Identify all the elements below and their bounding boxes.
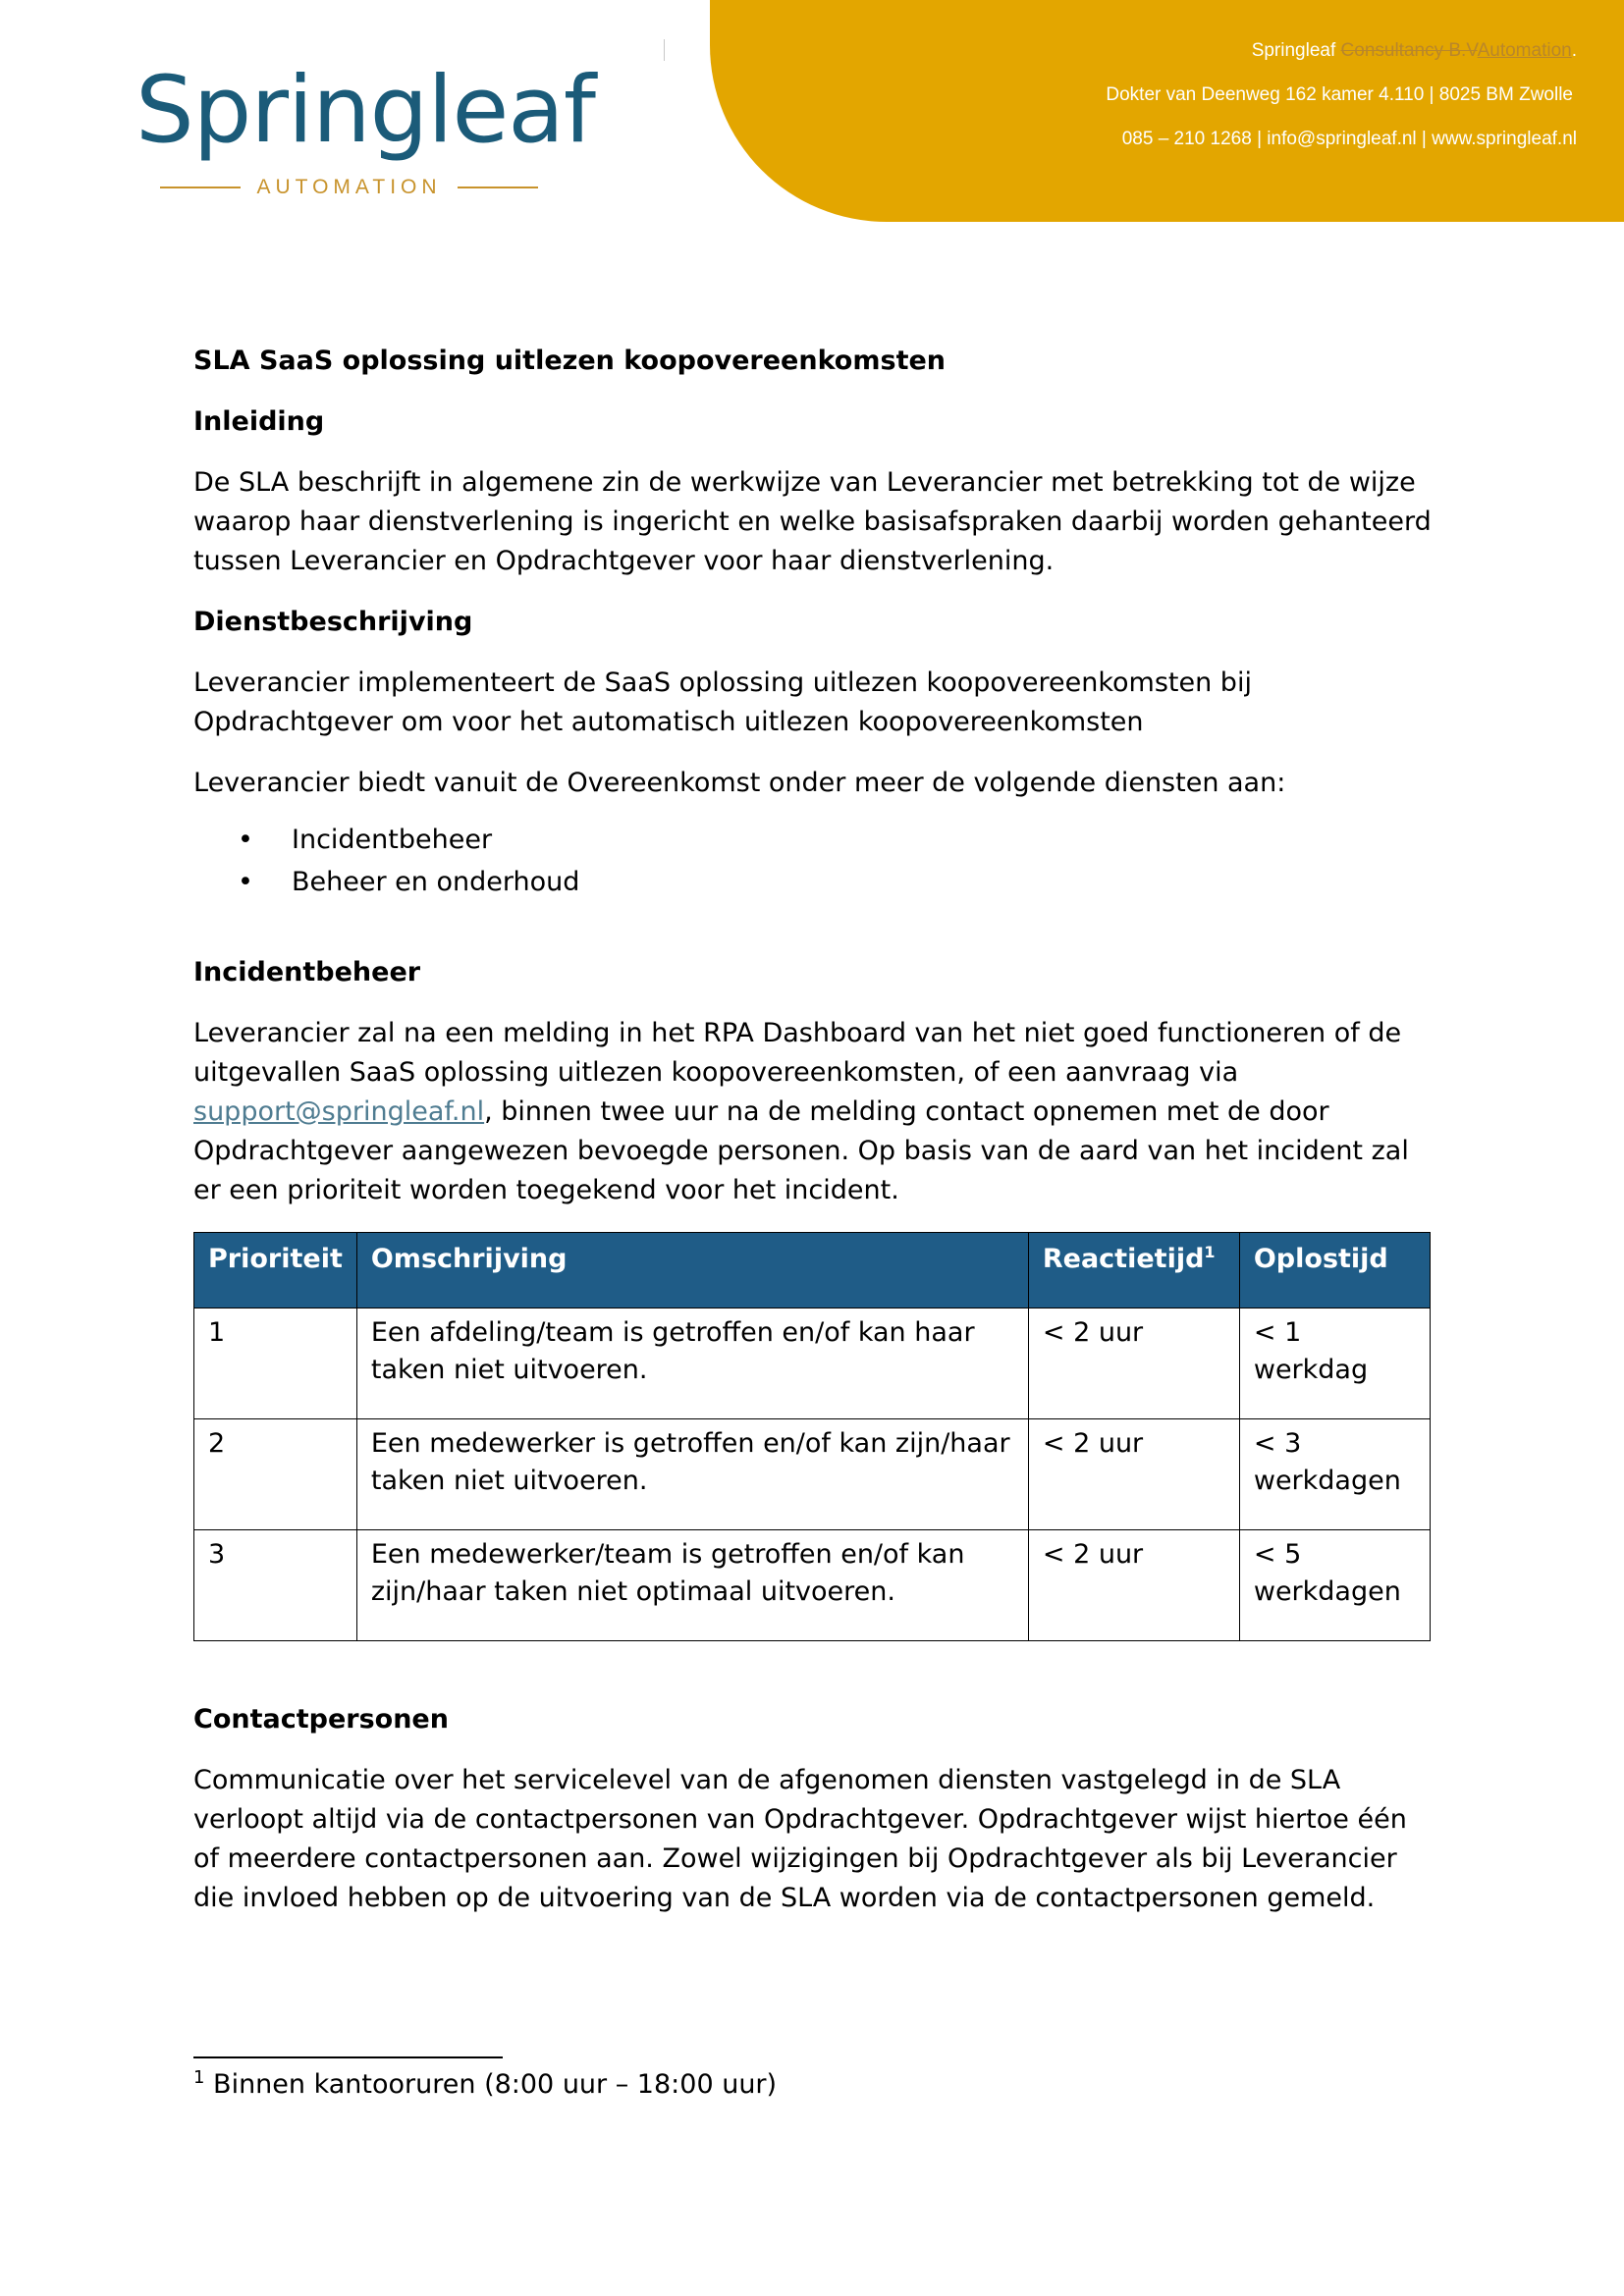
company-address: Dokter van Deenweg 162 kamer 4.110 | 8025 BM Zwolle [1106, 84, 1573, 105]
document-title: SLA SaaS oplossing uitlezen koopovereenkomsten [193, 346, 947, 376]
company-end: . [1571, 40, 1577, 61]
cell-resolution-time: < 5 werkdagen [1239, 1530, 1430, 1641]
heading-contactpersonen: Contactpersonen [193, 1704, 449, 1735]
cell-priority: 3 [194, 1530, 357, 1641]
paragraph-dienstbeschrijving-1: Leverancier implementeert de SaaS oplossing uitlezen koopovereenkomsten bij Opdrachtgever om voor het automatisch uitlezen koopovereenkomsten [193, 667, 1252, 737]
springleaf-logo [135, 57, 595, 208]
paragraph-incidentbeheer [193, 1014, 1435, 1210]
paragraph-contactpersonen: Communicatie over het servicelevel van de afgenomen diensten vastgelegd in de SLA verloopt altijd via de contactpersonen van Opdrachtgever. Opdrachtgever wijst hiertoe één of meerdere contactpersonen aan. Zowel wijzigingen bij Opdrachtgever als bij Leverancier die invloed hebben op de uitvoering van de SLA worden via de contactpersonen gemeld. [193, 1765, 1407, 1913]
header-banner [710, 0, 1624, 222]
cell-resolution-time: < 1 werkdag [1239, 1308, 1430, 1419]
logo-dash-left [160, 187, 241, 188]
cell-response-time: < 2 uur [1028, 1419, 1239, 1530]
logo-dash-right [458, 187, 538, 188]
header-reactietijd-label: Reactietijd [1042, 1244, 1205, 1274]
cell-description: Een medewerker/team is getroffen en/of kan zijn/haar taken niet optimaal uitvoeren. [356, 1530, 1028, 1641]
cell-priority: 2 [194, 1419, 357, 1530]
bullet-icon: • [238, 867, 253, 897]
paragraph-inleiding: De SLA beschrijft in algemene zin de werkwijze van Leverancier met betrekking tot de wijze waarop haar dienstverlening is ingericht en welke basisafspraken daarbij worden gehanteerd tussen Leverancier en Opdrachtgever voor haar dienstverlening. [193, 467, 1432, 576]
table-row [194, 1419, 1431, 1530]
heading-incidentbeheer: Incidentbeheer [193, 957, 421, 988]
company-contact: 085 – 210 1268 | info@springleaf.nl | www.springleaf.nl [1121, 129, 1577, 149]
header-omschrijving: Omschrijving [356, 1233, 1028, 1308]
priority-table [193, 1232, 1431, 1641]
footnote-ref: 1 [1204, 1243, 1216, 1261]
incident-text-after: , binnen twee uur na de melding contact opnemen met de door Opdrachtgever aangewezen bevoegde personen. Op basis van de aard van het incident zal er een prioriteit worden toegekend voor het incident. [193, 1096, 1409, 1205]
logo-subtitle-text: AUTOMATION [256, 176, 442, 198]
table-row [194, 1308, 1431, 1419]
company-name: Springleaf [1251, 40, 1336, 61]
footnote-separator [193, 2056, 503, 2058]
services-list [193, 821, 1435, 902]
header-prioriteit: Prioriteit [194, 1233, 357, 1308]
footnote-text: Binnen kantooruren (8:00 uur – 18:00 uur) [213, 2069, 778, 2100]
logo-subtitle [160, 176, 538, 199]
list-item-text: Beheer en onderhoud [292, 867, 580, 897]
header-oplostijd: Oplostijd [1239, 1233, 1430, 1308]
incident-text-before: Leverancier zal na een melding in het RPA Dashboard van het niet goed functioneren of de uitgevallen SaaS oplossing uitlezen koopovereenkomsten, of een aanvraag via [193, 1018, 1402, 1088]
company-inserted-text: Automation [1477, 40, 1572, 61]
bullet-icon: • [238, 825, 253, 855]
text-cursor-mark [664, 39, 665, 61]
list-item [193, 863, 1435, 902]
document-body [193, 342, 1435, 1940]
list-item [193, 821, 1435, 860]
cell-response-time: < 2 uur [1028, 1530, 1239, 1641]
company-line [1252, 40, 1577, 62]
table-header-row [194, 1233, 1431, 1308]
header-reactietijd [1028, 1233, 1239, 1308]
cell-resolution-time: < 3 werkdagen [1239, 1419, 1430, 1530]
heading-inleiding: Inleiding [193, 406, 325, 437]
cell-description: Een afdeling/team is getroffen en/of kan haar taken niet uitvoeren. [356, 1308, 1028, 1419]
cell-priority: 1 [194, 1308, 357, 1419]
company-struck-text: Consultancy B.V [1340, 40, 1478, 61]
paragraph-dienstbeschrijving-2: Leverancier biedt vanuit de Overeenkomst onder meer de volgende diensten aan: [193, 768, 1286, 798]
cell-description: Een medewerker is getroffen en/of kan zijn/haar taken niet uitvoeren. [356, 1419, 1028, 1530]
list-item-text: Incidentbeheer [292, 825, 493, 855]
support-email-link[interactable]: support@springleaf.nl [193, 1096, 485, 1127]
footnote-number: 1 [193, 2067, 205, 2088]
footnote [193, 2065, 777, 2105]
heading-dienstbeschrijving: Dienstbeschrijving [193, 607, 473, 637]
cell-response-time: < 2 uur [1028, 1308, 1239, 1419]
logo-word: Springleaf [135, 57, 595, 164]
table-row [194, 1530, 1431, 1641]
